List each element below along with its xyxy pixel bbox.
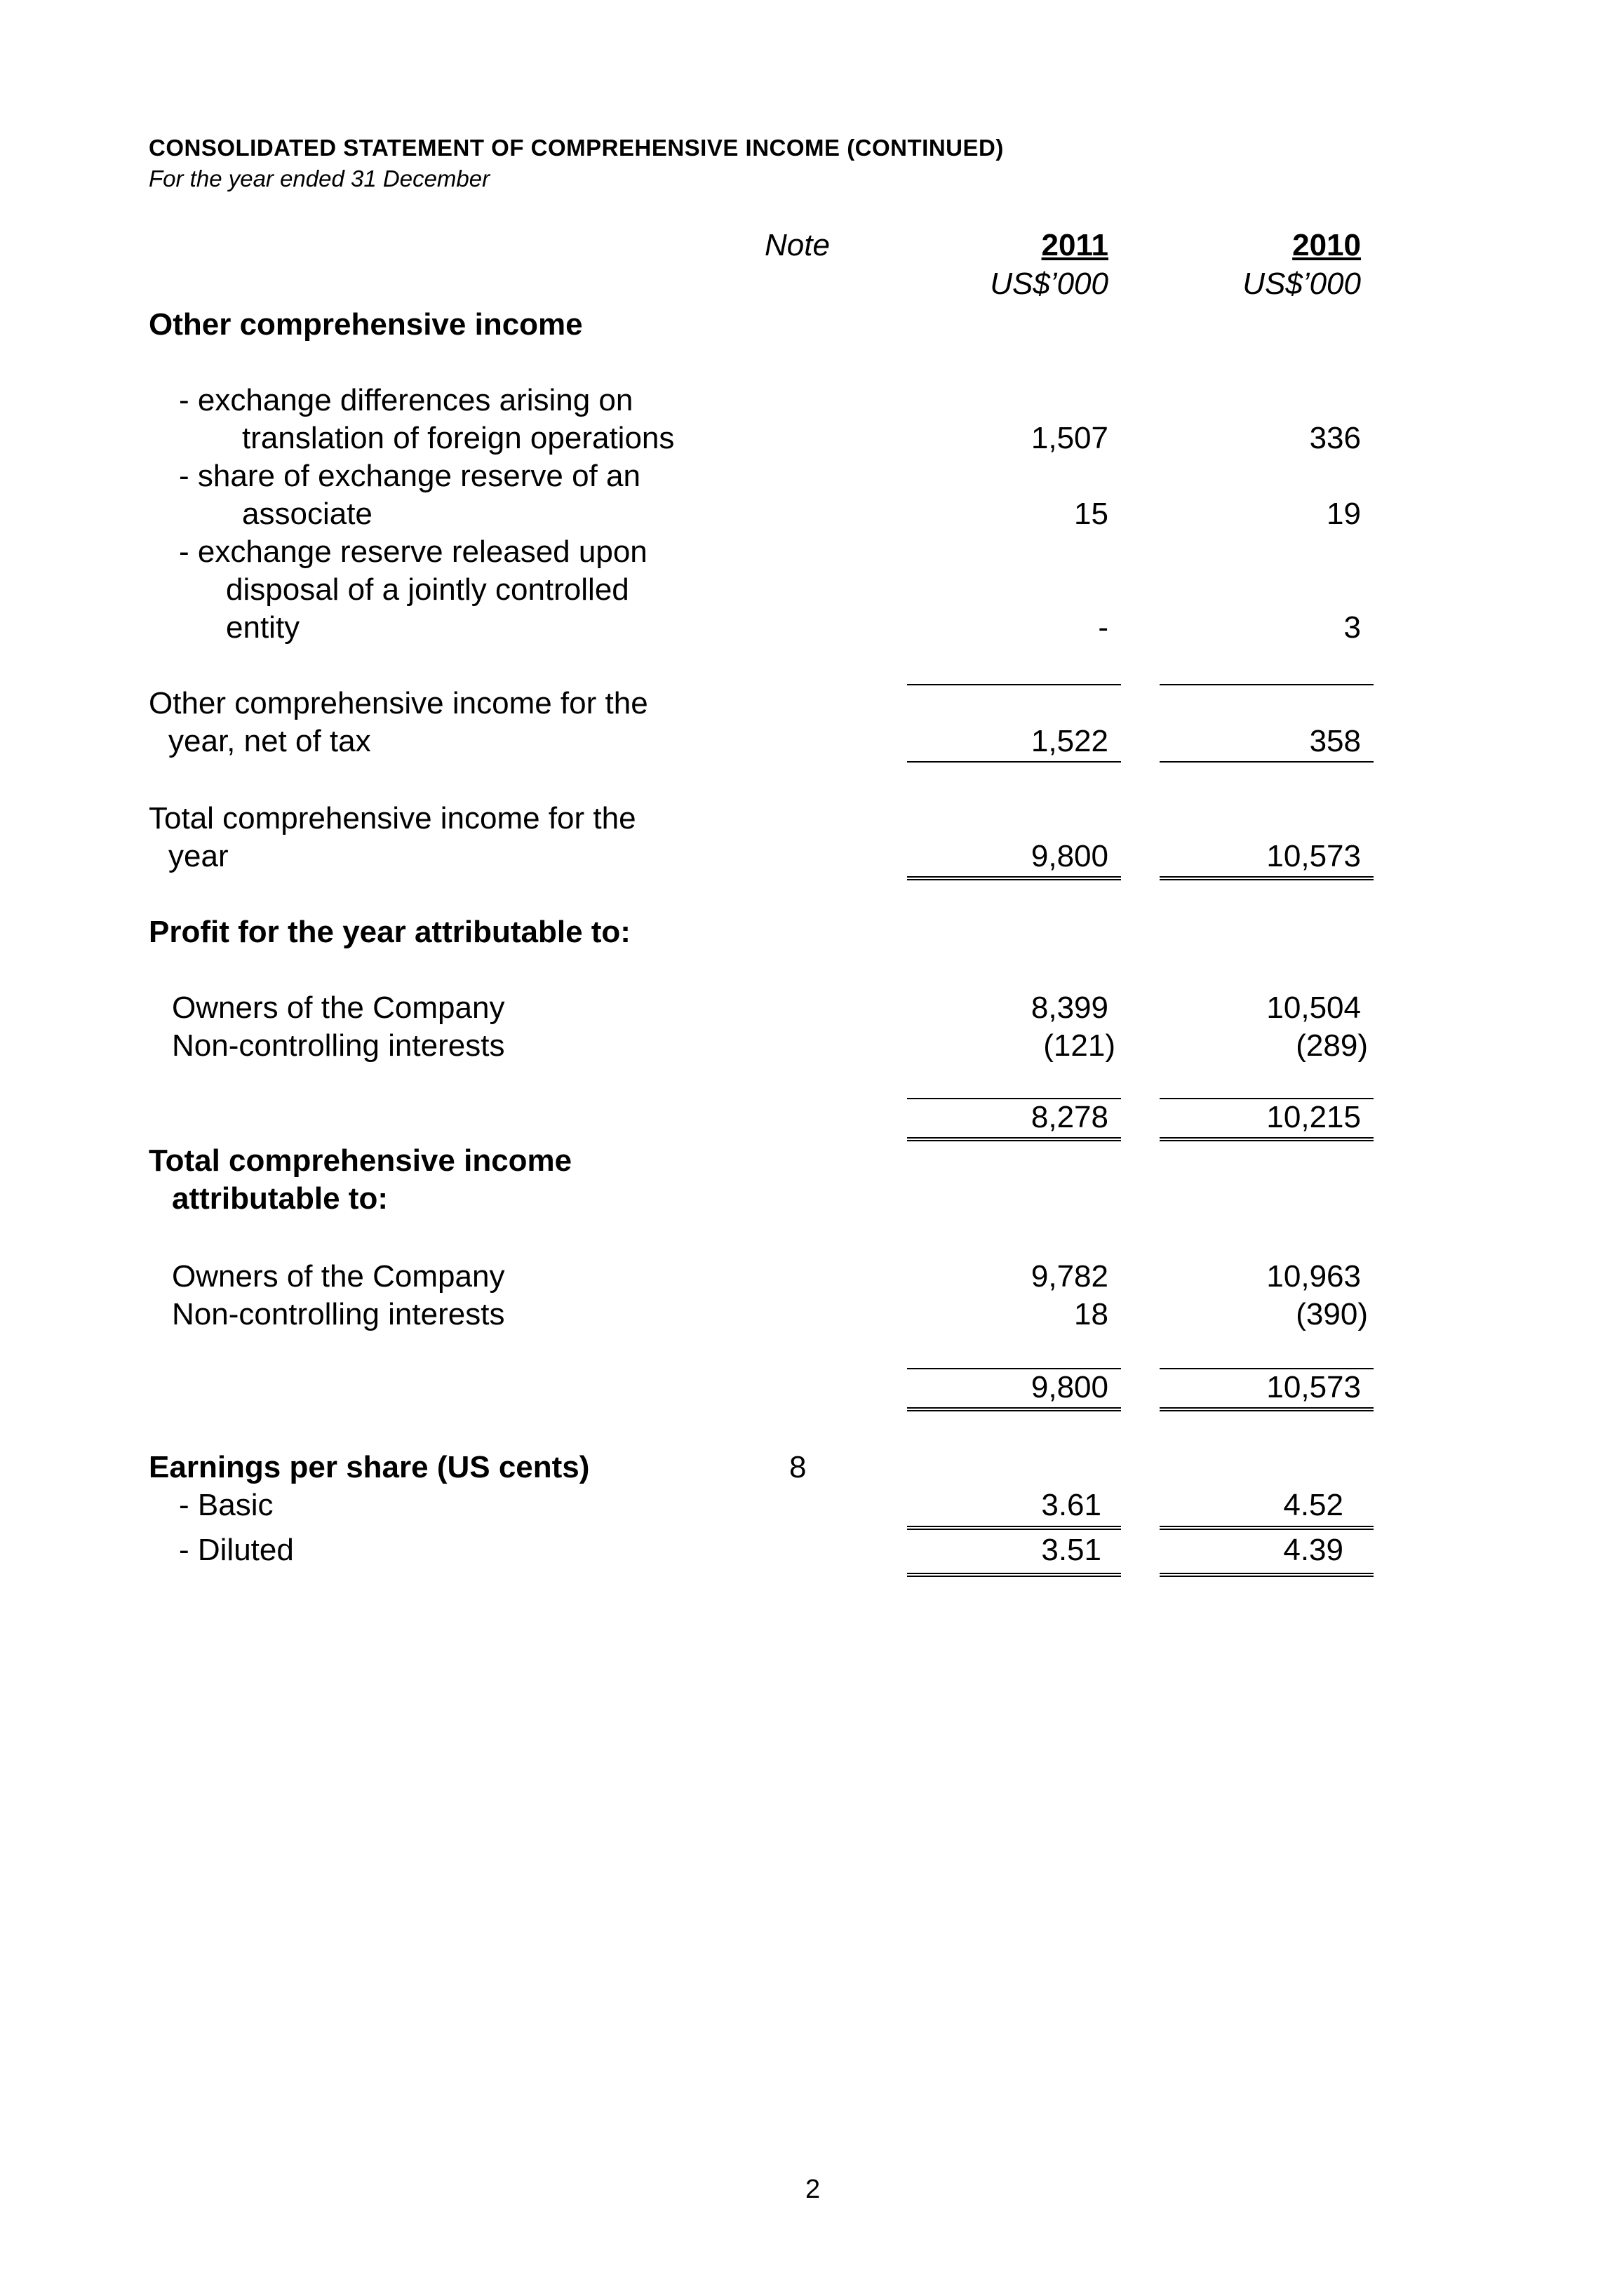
rule: [907, 761, 1121, 763]
double-rule: [1160, 876, 1374, 880]
unit-2011-header: US$’000: [990, 267, 1108, 301]
eps-note: 8: [789, 1450, 807, 1484]
oci-item2-line1: - share of exchange reserve of an: [179, 459, 640, 493]
oci-total-2011: 1,522: [1031, 724, 1108, 758]
oci-total-line2: year, net of tax: [168, 724, 371, 758]
double-rule: [907, 1573, 1121, 1577]
profit-owners-2011: 8,399: [1031, 991, 1108, 1025]
oci-total-line1: Other comprehensive income for the: [149, 686, 648, 720]
eps-diluted-2010: 4.39: [1283, 1533, 1343, 1567]
oci-item2-2010: 19: [1327, 497, 1361, 531]
oci-item3-2011: -: [1098, 610, 1108, 645]
profit-attr-heading: Profit for the year attributable to:: [149, 915, 631, 949]
note-column-header: Note: [765, 228, 830, 262]
tci-attr-heading-line2: attributable to:: [172, 1181, 388, 1216]
tci-2010: 10,573: [1266, 839, 1361, 873]
oci-item2-2011: 15: [1074, 497, 1108, 531]
eps-diluted-2011: 3.51: [1041, 1533, 1101, 1567]
oci-item1-line2: translation of foreign operations: [242, 421, 675, 455]
tci-attr-total-2010: 10,573: [1266, 1370, 1361, 1404]
profit-nci-2011: (121): [1043, 1028, 1115, 1063]
rule: [1160, 684, 1374, 685]
year-2010-header: 2010: [1292, 228, 1361, 262]
profit-nci-label: Non-controlling interests: [172, 1028, 505, 1063]
oci-item3-2010: 3: [1343, 610, 1361, 645]
eps-heading: Earnings per share (US cents): [149, 1450, 590, 1484]
profit-owners-label: Owners of the Company: [172, 991, 505, 1025]
tci-owners-2010: 10,963: [1266, 1259, 1361, 1294]
double-rule: [1160, 1407, 1374, 1411]
profit-owners-2010: 10,504: [1266, 991, 1361, 1025]
rule: [1160, 761, 1374, 763]
year-2011-header: 2011: [1041, 228, 1108, 262]
tci-2011: 9,800: [1031, 839, 1108, 873]
double-rule: [1160, 1526, 1374, 1530]
tci-line2: year: [168, 839, 229, 873]
eps-diluted-label: - Diluted: [179, 1533, 294, 1567]
statement-title: CONSOLIDATED STATEMENT OF COMPREHENSIVE INCOME (CONTINUED): [149, 135, 1004, 161]
double-rule: [907, 1526, 1121, 1530]
double-rule: [907, 1407, 1121, 1411]
double-rule: [907, 876, 1121, 880]
oci-item1-line1: - exchange differences arising on: [179, 383, 633, 417]
oci-item3-line2: disposal of a jointly controlled: [226, 572, 629, 607]
tci-nci-2011: 18: [1074, 1297, 1108, 1331]
rule: [907, 684, 1121, 685]
page-number: 2: [805, 2175, 821, 2204]
tci-nci-2010: (390): [1296, 1297, 1368, 1331]
oci-item3-line1: - exchange reserve released upon: [179, 535, 647, 569]
oci-item3-line3: entity: [226, 610, 300, 645]
double-rule: [907, 1137, 1121, 1141]
double-rule: [1160, 1137, 1374, 1141]
double-rule: [1160, 1573, 1374, 1577]
tci-attr-heading-line1: Total comprehensive income: [149, 1143, 572, 1178]
profit-total-2011: 8,278: [1031, 1100, 1108, 1134]
tci-line1: Total comprehensive income for the: [149, 801, 636, 835]
oci-item1-2010: 336: [1309, 421, 1361, 455]
eps-basic-2010: 4.52: [1283, 1488, 1343, 1522]
eps-basic-2011: 3.61: [1041, 1488, 1101, 1522]
tci-attr-total-2011: 9,800: [1031, 1370, 1108, 1404]
eps-basic-label: - Basic: [179, 1488, 274, 1522]
oci-item1-2011: 1,507: [1031, 421, 1108, 455]
oci-heading: Other comprehensive income: [149, 307, 583, 342]
tci-owners-label: Owners of the Company: [172, 1259, 505, 1294]
tci-nci-label: Non-controlling interests: [172, 1297, 505, 1331]
tci-owners-2011: 9,782: [1031, 1259, 1108, 1294]
profit-nci-2010: (289): [1296, 1028, 1368, 1063]
oci-total-2010: 358: [1309, 724, 1361, 758]
statement-subtitle: For the year ended 31 December: [149, 166, 490, 192]
unit-2010-header: US$’000: [1242, 267, 1361, 301]
profit-total-2010: 10,215: [1266, 1100, 1361, 1134]
oci-item2-line2: associate: [242, 497, 373, 531]
